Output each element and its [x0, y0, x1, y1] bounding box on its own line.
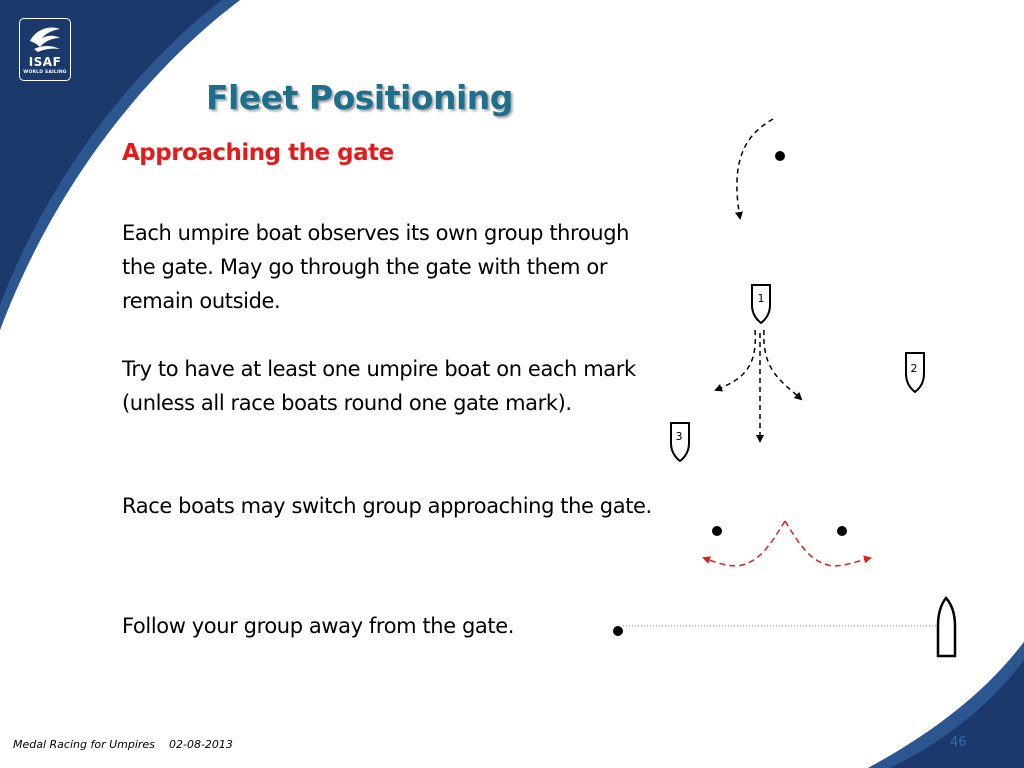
approach-path-arrow: [737, 119, 773, 218]
boat-1-label: 1: [757, 292, 765, 305]
logo-subtext: WORLD SAILING: [23, 70, 67, 75]
finish-mark: [613, 626, 623, 636]
body-paragraph: Follow your group away from the gate.: [122, 614, 515, 638]
body-paragraph: Race boats may switch group approaching the gate.: [122, 494, 652, 518]
boat-2-label: 2: [910, 362, 918, 375]
windward-mark: [775, 151, 785, 161]
slide-title: Fleet Positioning: [206, 78, 513, 117]
footer-title: Medal Racing for Umpires: [13, 738, 155, 751]
split-path-left-arrow: [716, 330, 755, 390]
body-paragraph: Each umpire boat observes its own group through the gate. May go through the gate with them or remain outside.: [122, 221, 630, 313]
split-path-right-arrow: [764, 330, 801, 399]
gate-mark-left: [712, 526, 722, 536]
slide-subtitle: Approaching the gate: [122, 140, 394, 166]
rounding-path-right-arrow: [785, 521, 870, 566]
footer-date: 02-08-2013: [169, 738, 233, 751]
body-paragraph: Try to have at least one umpire boat on each mark (unless all race boats round one gate mark).: [122, 357, 636, 415]
boat-3-label: 3: [675, 430, 683, 443]
committee-boat-hull: [938, 598, 955, 656]
page-number: 46: [950, 735, 967, 750]
gate-mark-right: [837, 526, 847, 536]
logo-text: ISAF: [28, 55, 62, 69]
